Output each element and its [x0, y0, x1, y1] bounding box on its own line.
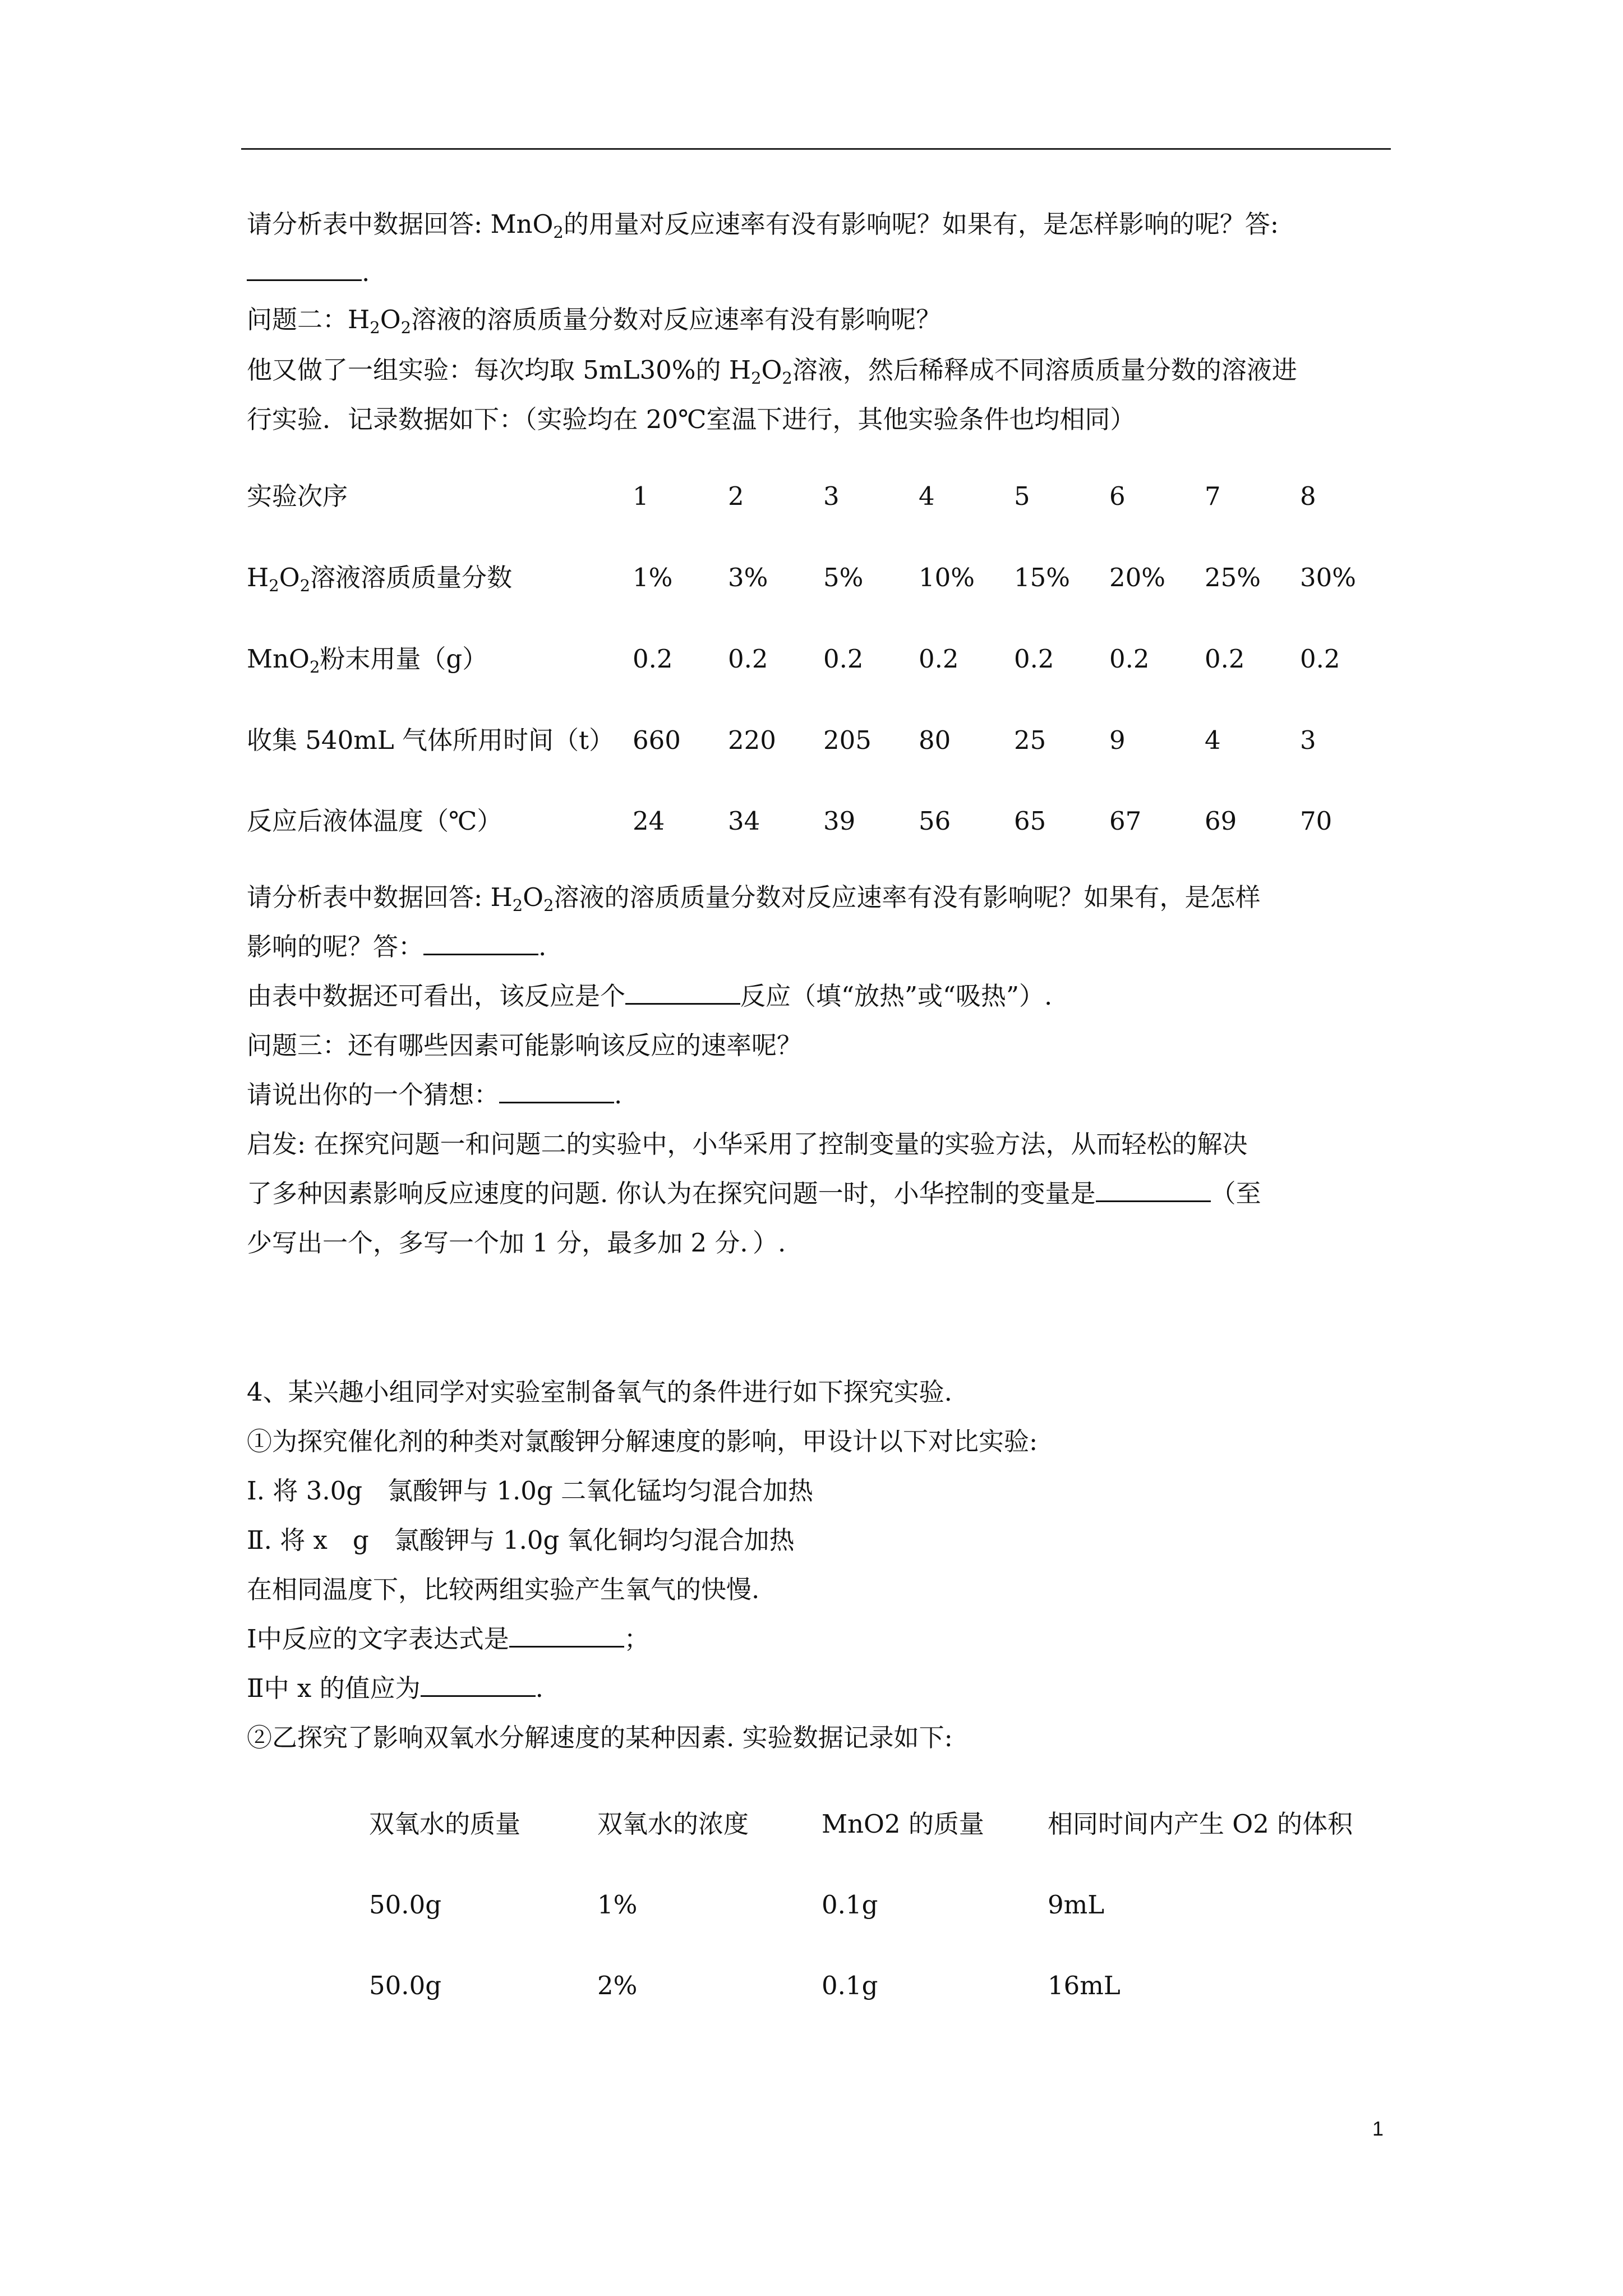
table-cell: 0.2	[1300, 644, 1340, 674]
table-cell: 9mL	[1048, 1890, 1105, 1920]
table-cell: 20%	[1109, 563, 1166, 592]
answer-blank-line: .	[247, 256, 370, 289]
table-cell: 25%	[1205, 563, 1261, 592]
table-cell: 39	[823, 806, 856, 836]
hint-line3: 少写出一个，多写一个加 1 分，最多加 2 分．）.	[247, 1228, 786, 1258]
table-cell: 69	[1205, 806, 1237, 836]
table-cell: 15%	[1014, 563, 1071, 592]
table-cell: 1	[633, 481, 649, 511]
q4-same-temperature: 在相同温度下，比较两组实验产生氧气的快慢.	[247, 1575, 760, 1604]
table-cell: 25	[1014, 725, 1046, 755]
control-variable-blank[interactable]	[1096, 1178, 1211, 1202]
table-cell: 70	[1300, 806, 1332, 836]
reaction-type-line: 由表中数据还可看出，该反应是个 反应（填“放热”或“吸热”）.	[247, 981, 1053, 1011]
table-cell: 8	[1300, 481, 1316, 511]
table-cell: 1%	[597, 1890, 638, 1920]
question4-title: 4、某兴趣小组同学对实验室制备氧气的条件进行如下探究实验.	[247, 1377, 952, 1407]
question3-heading: 问题三：还有哪些因素可能影响该反应的速率呢？	[247, 1030, 803, 1060]
table-row-label: MnO$_2$粉末用量（g）	[247, 644, 488, 677]
guess-line: 请说出你的一个猜想： .	[247, 1080, 623, 1110]
table-cell: 10%	[919, 563, 975, 592]
expression-blank[interactable]	[509, 1623, 624, 1648]
q4-part2-intro: ②乙探究了影响双氧水分解速度的某种因素. 实验数据记录如下:	[247, 1723, 953, 1752]
table-cell: 0.1g	[822, 1971, 878, 2000]
table-cell: 0.2	[823, 644, 864, 674]
x-value-blank[interactable]	[421, 1673, 536, 1697]
table-cell: 4	[1205, 725, 1221, 755]
table-header-cell: MnO2 的质量	[822, 1809, 984, 1839]
q4-experiment-i: Ⅰ. 将 3.0g 氯酸钾与 1.0g 二氧化锰均匀混合加热	[247, 1476, 814, 1506]
q4-experiment-ii: Ⅱ. 将 x g 氯酸钾与 1.0g 氧化铜均匀混合加热	[247, 1525, 795, 1555]
table-cell: 50.0g	[369, 1971, 442, 2000]
question1-answer-line: 请分析表中数据回答: MnO$_2$的用量对反应速率有没有影响呢？如果有，是怎样影响的呢？答:	[247, 209, 1279, 242]
header-rule	[241, 148, 1391, 150]
hint-line2: 了多种因素影响反应速度的问题. 你认为在探究问题一时，小华控制的变量是 （至	[247, 1179, 1261, 1208]
table-cell: 9	[1109, 725, 1126, 755]
table-row-label: 收集 540mL 气体所用时间（t）	[247, 725, 615, 755]
question2-answer-line2: 影响的呢？答： .	[247, 932, 547, 961]
answer-blank[interactable]	[423, 931, 538, 955]
table-cell: 660	[633, 725, 681, 755]
table-cell: 0.2	[728, 644, 768, 674]
page-number: 1	[1372, 2117, 1384, 2140]
answer-blank[interactable]	[247, 257, 362, 281]
reaction-type-blank[interactable]	[625, 981, 740, 1005]
question2-heading: 问题二：$H_2O_2$溶液的溶质质量分数对反应速率有没有影响呢？	[247, 305, 942, 337]
q4-part1-intro: ①为探究催化剂的种类对氯酸钾分解速度的影响，甲设计以下对比实验:	[247, 1427, 1038, 1456]
table-cell: 5	[1014, 481, 1030, 511]
table-cell: 220	[728, 725, 776, 755]
experiment-description-line2: 行实验．记录数据如下：（实验均在 20℃室温下进行，其他实验条件也均相同）	[247, 404, 1136, 434]
table-row-label: 反应后液体温度（℃）	[247, 806, 502, 836]
table-cell: 0.2	[1205, 644, 1245, 674]
table-cell: 0.2	[633, 644, 673, 674]
table-cell: 30%	[1300, 563, 1357, 592]
table-header-cell: 双氧水的质量	[369, 1809, 521, 1839]
table-cell: 3	[823, 481, 840, 511]
table-cell: 80	[919, 725, 951, 755]
table-cell: 7	[1205, 481, 1221, 511]
experiment-description-line1: 他又做了一组实验：每次均取 5mL30%的 $H_2O_2$溶液，然后稀释成不同溶质质量分数的溶液进	[247, 355, 1297, 388]
table-cell: 24	[633, 806, 665, 836]
table-cell: 6	[1109, 481, 1126, 511]
table-cell: 16mL	[1048, 1971, 1121, 2000]
table-cell: 3%	[728, 563, 768, 592]
q4-x-value-line: Ⅱ中 x 的值应为 .	[247, 1673, 543, 1703]
table-cell: 50.0g	[369, 1890, 442, 1920]
table-header-cell: 相同时间内产生 O2 的体积	[1048, 1809, 1353, 1839]
table-cell: 0.2	[1109, 644, 1150, 674]
table-cell: 4	[919, 481, 935, 511]
table-cell: 1%	[633, 563, 673, 592]
table-cell: 34	[728, 806, 760, 836]
table-cell: 205	[823, 725, 872, 755]
guess-blank[interactable]	[499, 1079, 614, 1103]
table-cell: 3	[1300, 725, 1316, 755]
table-cell: 2	[728, 481, 744, 511]
table-row-label: $H_2O_2$溶液溶质质量分数	[247, 563, 513, 595]
table-cell: 0.2	[919, 644, 959, 674]
table-cell: 67	[1109, 806, 1142, 836]
table-header-cell: 双氧水的浓度	[597, 1809, 749, 1839]
table-cell: 5%	[823, 563, 864, 592]
table-row-label: 实验次序	[247, 481, 348, 511]
table-cell: 65	[1014, 806, 1046, 836]
q4-expression-line: Ⅰ中反应的文字表达式是 ；	[247, 1624, 649, 1654]
question2-answer-line1: 请分析表中数据回答: $H_2O_2$溶液的溶质质量分数对反应速率有没有影响呢？如果有，是怎样	[247, 882, 1261, 915]
table-cell: 0.2	[1014, 644, 1054, 674]
hint-line1: 启发: 在探究问题一和问题二的实验中，小华采用了控制变量的实验方法，从而轻松的解决	[247, 1129, 1248, 1159]
table-cell: 2%	[597, 1971, 638, 2000]
table-cell: 0.1g	[822, 1890, 878, 1920]
table-cell: 56	[919, 806, 951, 836]
